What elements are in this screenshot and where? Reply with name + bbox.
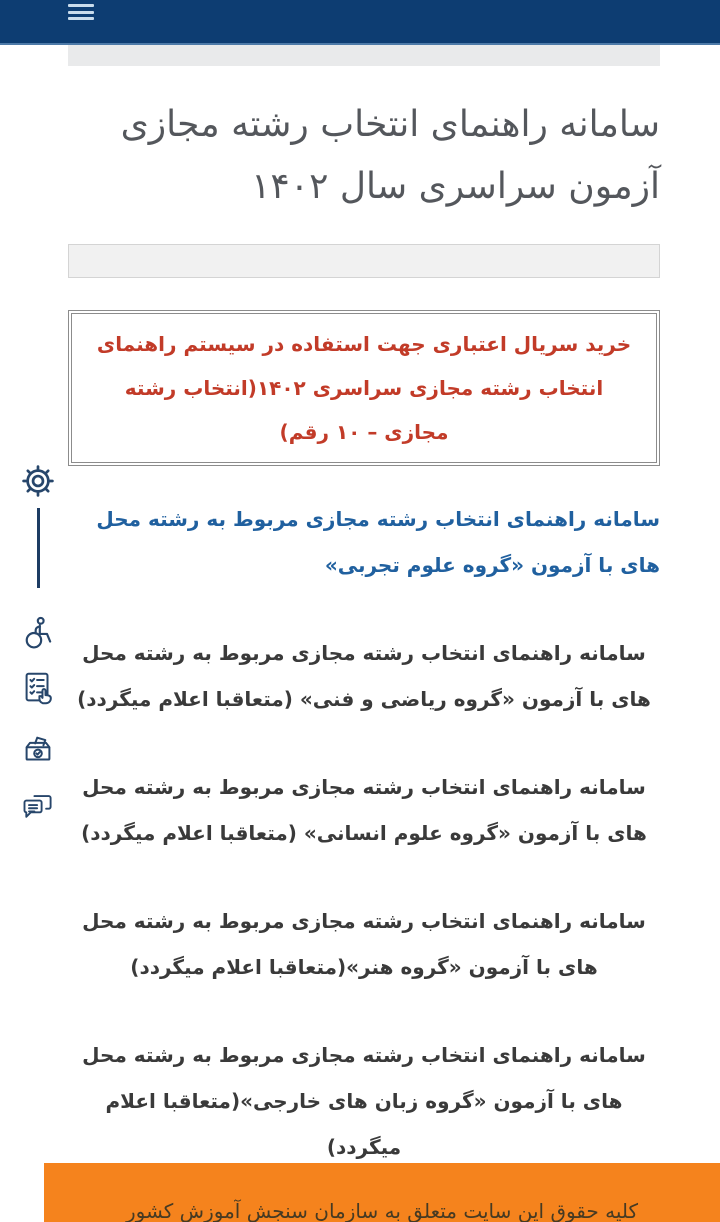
guide-item-art: سامانه راهنمای انتخاب رشته مجازی مربوط به رشته محل های با آزمون «گروه هنر»(متعاقبا اعلام میگردد) <box>82 909 646 979</box>
page-title: سامانه راهنمای انتخاب رشته مجازی آزمون سراسری سال ۱۴۰۲ <box>120 104 660 207</box>
footer <box>44 1163 720 1222</box>
guide-link-experimental-sciences[interactable]: سامانه راهنمای انتخاب رشته مجازی مربوط به رشته محل های با آزمون «گروه علوم تجربی» <box>96 507 660 577</box>
ballot-box-icon[interactable] <box>18 732 58 770</box>
guide-item-math-technical: سامانه راهنمای انتخاب رشته مجازی مربوط به رشته محل های با آزمون «گروه ریاضی و فنی» (متعاقبا اعلام میگردد) <box>77 641 651 711</box>
hamburger-menu-icon[interactable] <box>68 4 94 22</box>
rail-divider-line <box>37 508 40 588</box>
meta-bar <box>68 244 660 278</box>
floating-icon-rail <box>18 462 58 825</box>
guide-item-humanities: سامانه راهنمای انتخاب رشته مجازی مربوط به رشته محل های با آزمون «گروه علوم انسانی» (متعاقبا اعلام میگردد) <box>81 775 647 845</box>
survey-checklist-icon[interactable] <box>18 670 58 708</box>
credit-serial-notice-text[interactable]: خرید سریال اعتباری جهت استفاده در سیستم راهنمای انتخاب رشته مجازی سراسری ۱۴۰۲(انتخاب رشته مجازی – ۱۰ رقم) <box>96 332 632 444</box>
footer-copyright-text: کلیه حقوق این سایت متعلق به سازمان سنجش آموزش کشور <box>125 1199 639 1222</box>
guide-item-foreign-languages: سامانه راهنمای انتخاب رشته مجازی مربوط به رشته محل های با آزمون «گروه زبان های خارجی»(متعاقبا اعلام میگردد) <box>82 1043 646 1159</box>
credit-serial-notice-box[interactable] <box>68 310 660 466</box>
main-content <box>68 45 660 1222</box>
settings-gear-icon[interactable] <box>18 462 58 500</box>
top-navigation-bar <box>0 0 720 43</box>
breadcrumb-bar <box>68 45 660 66</box>
accessibility-wheelchair-icon[interactable] <box>18 614 58 652</box>
chat-bubbles-icon[interactable] <box>18 787 58 825</box>
